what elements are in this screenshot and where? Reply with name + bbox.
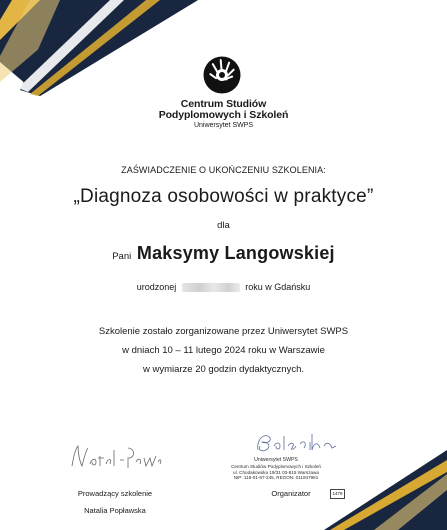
for-label: dla [217,220,230,231]
organizer-signature-icon [252,428,342,458]
recipient-name: Maksymy Langowskiej [136,243,335,263]
salutation: Pani [112,251,132,262]
swps-logo-icon [203,56,241,94]
stamp-line2: Centrum Studiów Podyplomowych i Szkoleń [231,463,321,469]
body-line1: Szkolenie zostało zorganizowane przez Uniwersytet SWPS [98,326,349,337]
org-name-line1: Centrum Studiów [180,98,267,110]
redacted-birth-date [182,283,240,292]
trainer-role-label: Prowadzący szkolenie [77,489,153,498]
organizer-role-label: Organizator [271,489,311,498]
trainer-signature-icon [66,440,166,474]
recipient-row [0,243,447,264]
born-suffix: roku w Gdańsku [245,282,311,292]
stamp-code: 1478 [330,489,345,499]
stamp-line1: Uniwersytet SWPS [254,457,298,463]
stamp-line4: NIP: 118-01-97-245, REGON: 011947981 [233,475,319,481]
stamp-line3: ul. Chodakowska 19/31 03-815 Warszawa [233,469,319,475]
org-name-line2: Podyplomowych i Szkoleń [158,109,289,121]
body-line2: w dniach 10 – 11 lutego 2024 roku w Warszawie [122,345,325,356]
top-left-corner-decoration [0,0,200,110]
course-title: „Diagnoza osobowości w praktyce” [73,186,374,207]
organizer-stamp [230,458,322,481]
body-line3: w wymiarze 20 godzin dydaktycznych. [142,364,305,375]
trainer-name: Natalia Popławska [84,506,146,515]
born-prefix: urodzonej [136,282,177,292]
org-subtitle: Uniwersytet SWPS [193,122,254,129]
birth-info [0,282,447,292]
certificate-heading: ZAŚWIADCZENIE O UKOŃCZENIU SZKOLENIA: [121,165,326,175]
